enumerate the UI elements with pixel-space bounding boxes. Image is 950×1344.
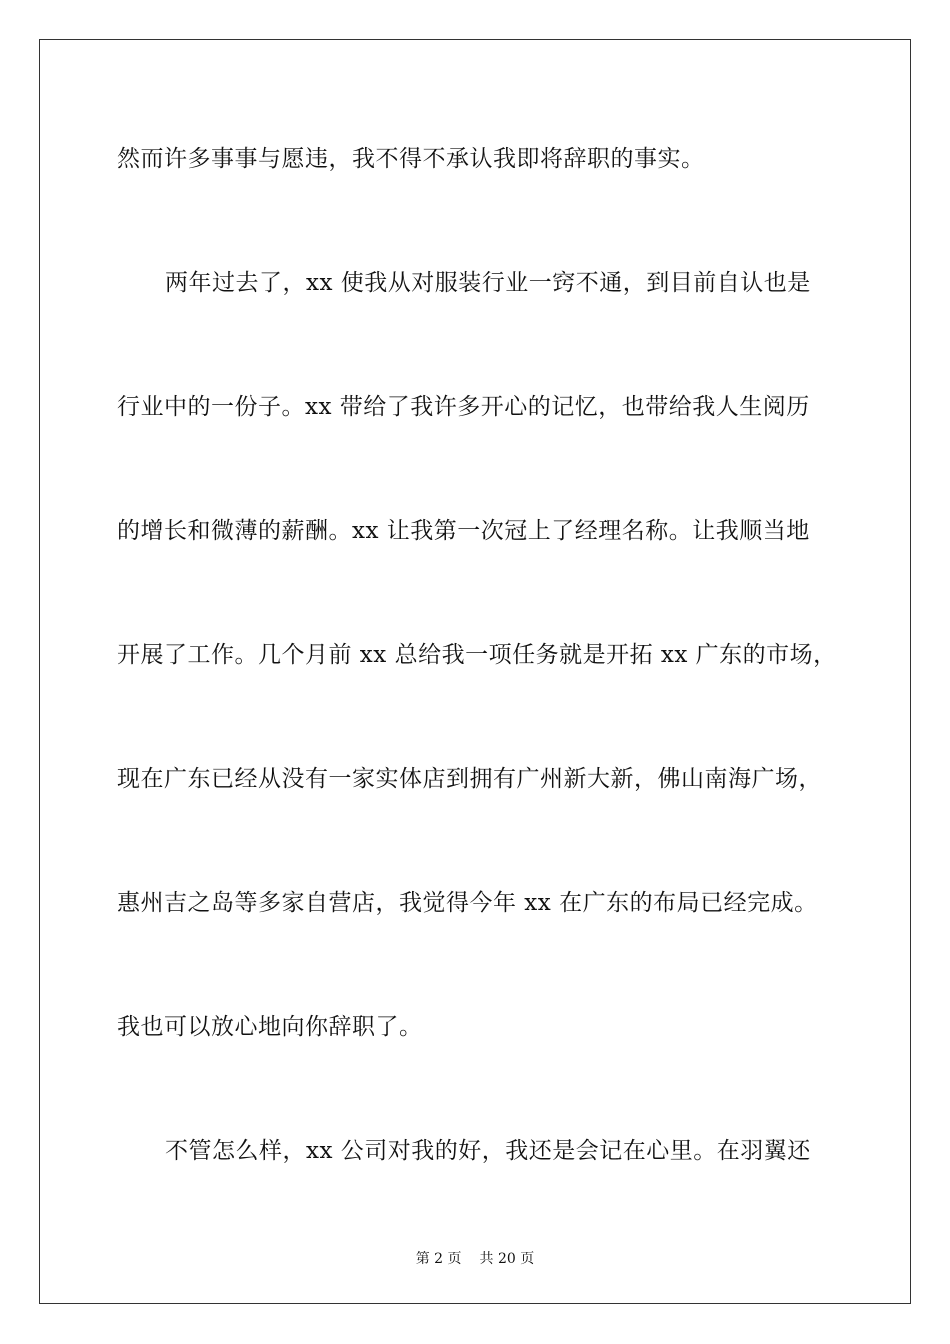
text-line: 我也可以放心地向你辞职了。 — [117, 1014, 423, 1040]
text-line: 的增长和微薄的薪酬。xx 让我第一次冠上了经理名称。让我顺当地 — [117, 518, 810, 544]
blank-line — [117, 686, 837, 748]
text-line: 惠州吉之岛等多家自营店，我觉得今年 xx 在广东的布局已经完成。 — [117, 890, 818, 916]
blank-line — [117, 810, 837, 872]
text-line: 不管怎么样，xx 公司对我的好，我还是会记在心里。在羽翼还 — [165, 1138, 811, 1164]
page-footer — [0, 1248, 950, 1268]
blank-line — [117, 1058, 837, 1120]
page-total: 共 20 页 — [479, 1251, 535, 1267]
text-line: 两年过去了，xx 使我从对服装行业一窍不通，到目前自认也是 — [165, 270, 811, 296]
text-line: 开展了工作。几个月前 xx 总给我一项任务就是开拓 xx 广东的市场， — [117, 642, 837, 668]
blank-line — [117, 934, 837, 996]
blank-line — [117, 314, 837, 376]
blank-line — [117, 438, 837, 500]
text-line: 现在广东已经从没有一家实体店到拥有广州新大新，佛山南海广场， — [117, 766, 822, 792]
page-number: 第 2 页 — [415, 1251, 462, 1267]
text-line: 行业中的一份子。xx 带给了我许多开心的记忆，也带给我人生阅历 — [117, 394, 810, 420]
document-body — [117, 128, 837, 1182]
blank-line — [117, 190, 837, 252]
blank-line — [117, 562, 837, 624]
text-line: 然而许多事事与愿违，我不得不承认我即将辞职的事实。 — [117, 146, 705, 172]
